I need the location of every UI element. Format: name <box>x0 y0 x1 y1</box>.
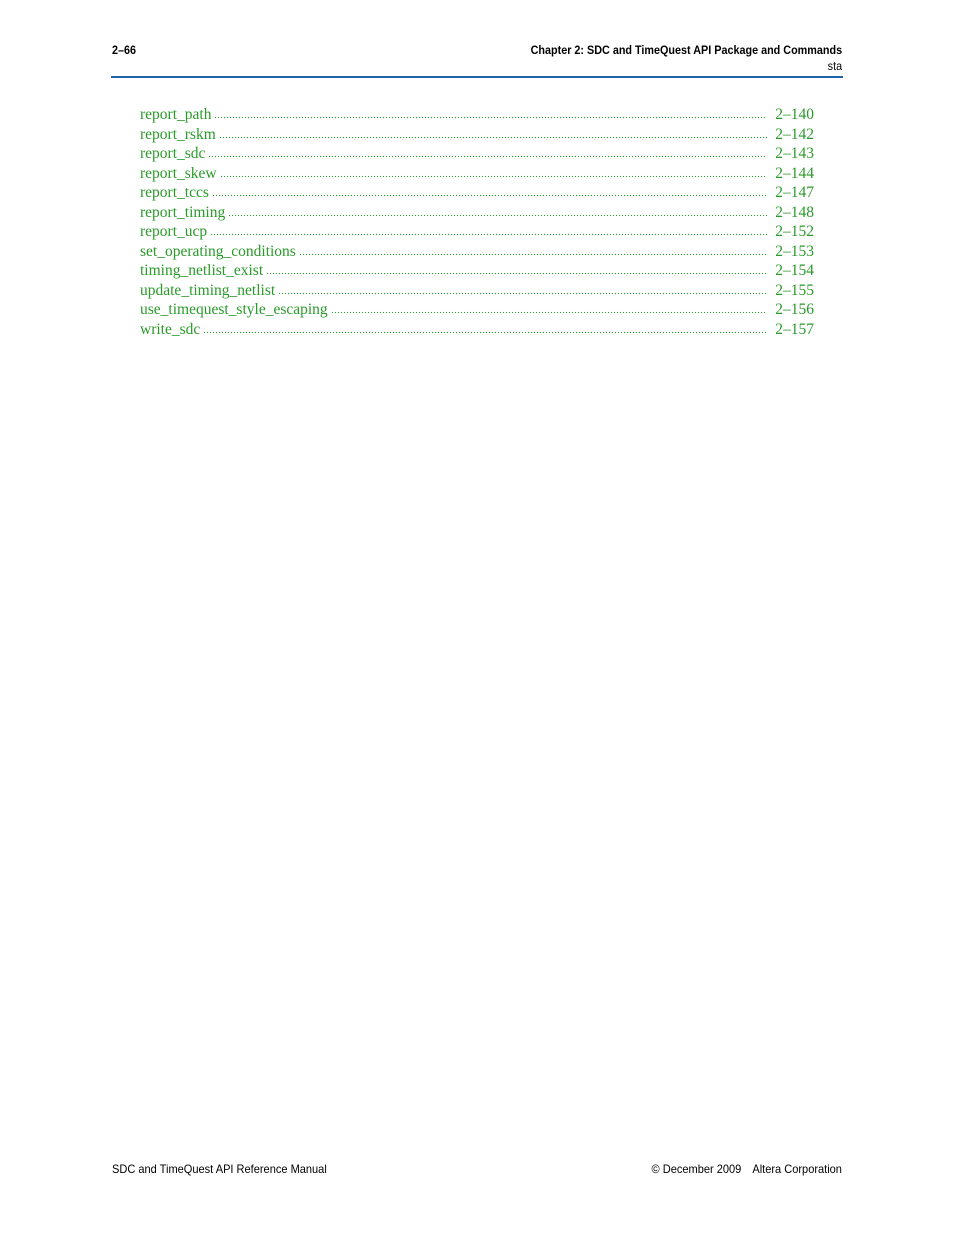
running-header <box>531 43 842 73</box>
footer-company: Altera Corporation <box>752 1162 842 1176</box>
toc-entry[interactable] <box>140 321 814 341</box>
toc-entry-name[interactable]: report_sdc <box>140 145 206 162</box>
toc-leader-dots <box>278 292 767 295</box>
toc-entry-page[interactable]: 2–156 <box>775 301 814 318</box>
toc-entry-name[interactable]: use_timequest_style_escaping <box>140 301 328 318</box>
toc-leader-dots <box>266 272 767 275</box>
header-section-name: sta <box>827 59 842 73</box>
footer-date: © December 2009 <box>651 1162 742 1176</box>
toc-entry[interactable] <box>140 126 814 146</box>
toc-leader-dots <box>228 214 767 217</box>
toc-entry[interactable] <box>140 106 814 126</box>
toc-entry[interactable] <box>140 243 814 263</box>
toc-entry[interactable] <box>140 145 814 165</box>
toc-entry-page[interactable]: 2–142 <box>775 125 814 143</box>
toc-entry-name[interactable]: write_sdc <box>140 320 201 338</box>
toc-entry-name[interactable]: report_tccs <box>140 184 209 201</box>
toc-entry[interactable] <box>140 165 814 185</box>
header-rule <box>111 76 843 78</box>
toc-leader-dots <box>214 116 767 119</box>
toc-entry[interactable] <box>140 262 814 282</box>
header-chapter-title: Chapter 2: SDC and TimeQuest API Package and Commands <box>530 43 842 57</box>
toc-entry-name[interactable]: report_timing <box>140 203 226 221</box>
toc-entry-name[interactable]: report_path <box>140 106 212 123</box>
toc-leader-dots <box>219 136 767 139</box>
toc-entry-page[interactable]: 2–144 <box>775 164 814 182</box>
toc-leader-dots <box>299 253 767 256</box>
toc-entry-name[interactable]: report_rskm <box>140 125 216 143</box>
footer-info <box>652 1162 842 1176</box>
toc-entry-name[interactable]: timing_netlist_exist <box>140 262 264 279</box>
toc-leader-dots <box>203 331 767 334</box>
toc-entry-page[interactable]: 2–157 <box>775 320 814 338</box>
toc-entry-name[interactable]: set_operating_conditions <box>140 242 296 260</box>
toc-entry-page[interactable]: 2–140 <box>775 106 814 123</box>
toc-entry-page[interactable]: 2–147 <box>775 184 814 201</box>
toc-entry-name[interactable]: report_ucp <box>140 223 208 240</box>
toc-list <box>140 106 814 340</box>
toc-entry-page[interactable]: 2–143 <box>775 145 814 162</box>
toc-entry-name[interactable]: update_timing_netlist <box>140 281 276 299</box>
toc-leader-dots <box>212 194 767 197</box>
toc-entry[interactable] <box>140 282 814 302</box>
toc-entry-page[interactable]: 2–154 <box>775 262 814 279</box>
toc-entry[interactable] <box>140 184 814 204</box>
toc-entry[interactable] <box>140 301 814 321</box>
toc-leader-dots <box>208 155 767 158</box>
toc-entry[interactable] <box>140 204 814 224</box>
header-page-number: 2–66 <box>112 43 137 57</box>
footer-manual-title: SDC and TimeQuest API Reference Manual <box>112 1162 327 1176</box>
toc-entry-page[interactable]: 2–148 <box>775 203 814 221</box>
toc-leader-dots <box>210 233 767 236</box>
toc-entry-page[interactable]: 2–153 <box>775 242 814 260</box>
toc-leader-dots <box>220 175 768 178</box>
toc-leader-dots <box>331 311 768 314</box>
toc-entry-page[interactable]: 2–155 <box>775 281 814 299</box>
toc-entry-page[interactable]: 2–152 <box>775 223 814 240</box>
toc-entry[interactable] <box>140 223 814 243</box>
toc-entry-name[interactable]: report_skew <box>140 164 217 182</box>
